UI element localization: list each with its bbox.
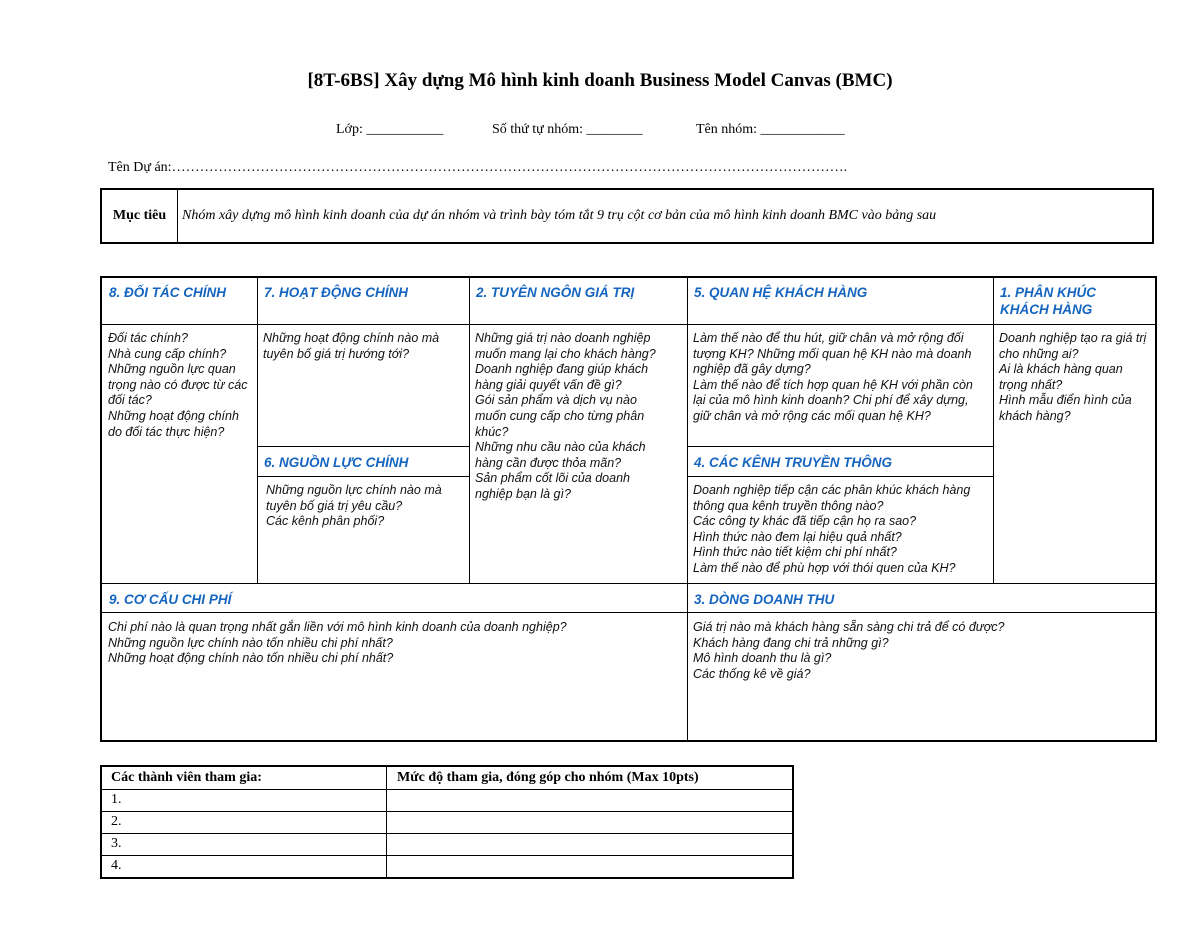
- members-col1-header: Các thành viên tham gia:: [111, 770, 262, 785]
- key-partners-title: 8. ĐỐI TÁC CHÍNH: [109, 285, 227, 300]
- members-table: [100, 765, 794, 879]
- key-partners-line: Những nguồn lực quan trọng nào có được từ các đối tác?: [108, 362, 251, 408]
- revenue-streams-line: Mô hình doanh thu là gì?: [693, 651, 832, 666]
- cost-structure-block: [102, 583, 687, 740]
- value-propositions-line: Những giá trị nào doanh nghiệp muốn mang lại cho khách hàng?: [475, 331, 656, 361]
- cost-structure-title: 9. CƠ CẤU CHI PHÍ: [109, 592, 232, 607]
- revenue-streams-line: Giá trị nào mà khách hàng sẵn sàng chi trả để có được?: [693, 620, 1005, 634]
- key-resources-content[interactable]: [260, 478, 468, 535]
- channels-line: Hình thức nào đem lại hiệu quả nhất?: [693, 529, 902, 544]
- group-name-field[interactable]: Tên nhóm: ____________: [696, 122, 845, 137]
- value-propositions-line: Doanh nghiệp đang giúp khách hàng giải quyết vấn đề gì?: [475, 362, 652, 392]
- channels-line: Hình thức nào tiết kiệm chi phí nhất?: [693, 545, 897, 560]
- customer-relationships-content[interactable]: [687, 326, 987, 430]
- customer-segments-line: Doanh nghiệp tạo ra giá trị cho những ai?: [999, 331, 1150, 361]
- member-index: 3.: [111, 836, 122, 851]
- channels-line: Các công ty khác đã tiếp cận họ ra sao?: [693, 514, 917, 529]
- value-propositions-block: [469, 278, 687, 583]
- cost-structure-line: Những hoạt động chính nào tốn nhiều chi phí nhất?: [108, 651, 394, 666]
- group-number-field[interactable]: Số thứ tự nhóm: ________: [492, 122, 643, 137]
- key-activities-title: 7. HOẠT ĐỘNG CHÍNH: [264, 285, 409, 300]
- customer-segments-block: [993, 278, 1155, 583]
- value-propositions-line: Sản phẩm cốt lõi của doanh nghiệp bạn là gì?: [475, 471, 634, 501]
- members-col2-header: Mức độ tham gia, đóng góp cho nhóm (Max 10pts): [397, 770, 699, 785]
- value-propositions-line: Những nhu cầu nào của khách hàng cần được thỏa mãn?: [475, 440, 650, 470]
- customer-segments-title: 1. PHÂN KHÚC KHÁCH HÀNG: [1000, 285, 1097, 317]
- key-partners-line: Những hoạt động chính do đối tác thực hiện?: [108, 408, 243, 439]
- customer-segments-line: Hình mẫu điển hình của khách hàng?: [999, 393, 1136, 423]
- table-row[interactable]: [102, 833, 792, 855]
- value-propositions-content[interactable]: [469, 326, 669, 508]
- revenue-streams-line: Khách hàng đang chi trả những gì?: [693, 635, 889, 650]
- customer-relationships-line: Làm thế nào để tích hợp quan hệ KH với phần còn lại của mô hình kinh doanh? Chi phí để xây dựng, giữ chân và mở rộng các mối quan hệ KH?: [693, 377, 977, 423]
- customer-relationships-block: [687, 278, 993, 446]
- customer-segments-line: Ai là khách hàng quan trọng nhất?: [999, 362, 1127, 392]
- value-propositions-line: Gói sản phẩm và dịch vụ nào muốn cung cấp cho từng phân khúc?: [475, 393, 648, 439]
- member-index: 2.: [111, 814, 122, 829]
- table-row[interactable]: [102, 811, 792, 833]
- customer-relationships-title: 5. QUAN HỆ KHÁCH HÀNG: [694, 285, 868, 300]
- revenue-streams-title: 3. DÒNG DOANH THU: [694, 592, 835, 607]
- objective-box: [100, 188, 1154, 244]
- key-partners-line: Nhà cung cấp chính?: [108, 346, 227, 361]
- member-index: 4.: [111, 858, 122, 873]
- key-partners-line: Đối tác chính?: [108, 331, 188, 345]
- project-name-field[interactable]: Tên Dự án:……………………………………………………………………………………………………………………………….: [108, 160, 848, 175]
- table-row[interactable]: [102, 855, 792, 877]
- channels-block: [687, 446, 993, 583]
- revenue-streams-block: [687, 583, 1155, 740]
- cost-structure-line: Những nguồn lực chính nào tốn nhiều chi phí nhất?: [108, 635, 393, 650]
- objective-text: Nhóm xây dựng mô hình kinh doanh của dự án nhóm và trình bày tóm tắt 9 trụ cột cơ bản của mô hình kinh doanh BMC vào bảng sau: [182, 208, 937, 223]
- table-row[interactable]: [102, 789, 792, 811]
- objective-label: Mục tiêu: [102, 190, 178, 242]
- customer-segments-content[interactable]: [993, 326, 1153, 430]
- key-resources-line: Những nguồn lực chính nào mà tuyên bố giá trị yêu cầu?: [266, 483, 446, 513]
- revenue-streams-content[interactable]: [687, 615, 1152, 687]
- key-resources-line: Các kênh phân phối?: [266, 514, 385, 529]
- channels-content[interactable]: [687, 478, 987, 582]
- customer-relationships-line: Làm thế nào để thu hút, giữ chân và mở rộng đối tượng KH? Những mối quan hệ KH nào mà doanh nghiệp đã gây dựng?: [693, 331, 975, 377]
- class-field[interactable]: Lớp: ___________: [336, 122, 444, 137]
- channels-title: 4. CÁC KÊNH TRUYỀN THÔNG: [694, 455, 893, 470]
- key-resources-title: 6. NGUỒN LỰC CHÍNH: [264, 455, 409, 470]
- business-model-canvas: [100, 276, 1157, 742]
- key-partners-content[interactable]: [102, 326, 257, 445]
- key-activities-content[interactable]: [257, 326, 469, 367]
- key-partners-block: [102, 278, 257, 583]
- value-propositions-title: 2. TUYÊN NGÔN GIÁ TRỊ: [476, 285, 635, 300]
- key-activities-block: [257, 278, 469, 446]
- cost-structure-content[interactable]: [102, 615, 682, 672]
- key-resources-block: [257, 446, 469, 583]
- channels-line: Làm thế nào để phù hợp với thói quen của KH?: [693, 560, 956, 575]
- cost-structure-line: Chi phí nào là quan trọng nhất gắn liền với mô hình kinh doanh của doanh nghiệp?: [108, 620, 567, 634]
- channels-line: Doanh nghiệp tiếp cận các phân khúc khách hàng thông qua kênh truyền thông nào?: [693, 483, 974, 513]
- page-title: [8T-6BS] Xây dựng Mô hình kinh doanh Business Model Canvas (BMC): [307, 70, 893, 91]
- revenue-streams-line: Các thống kê về giá?: [693, 666, 811, 681]
- member-index: 1.: [111, 792, 122, 807]
- key-activities-line: Những hoạt động chính nào mà tuyên bố giá trị hướng tới?: [263, 331, 443, 361]
